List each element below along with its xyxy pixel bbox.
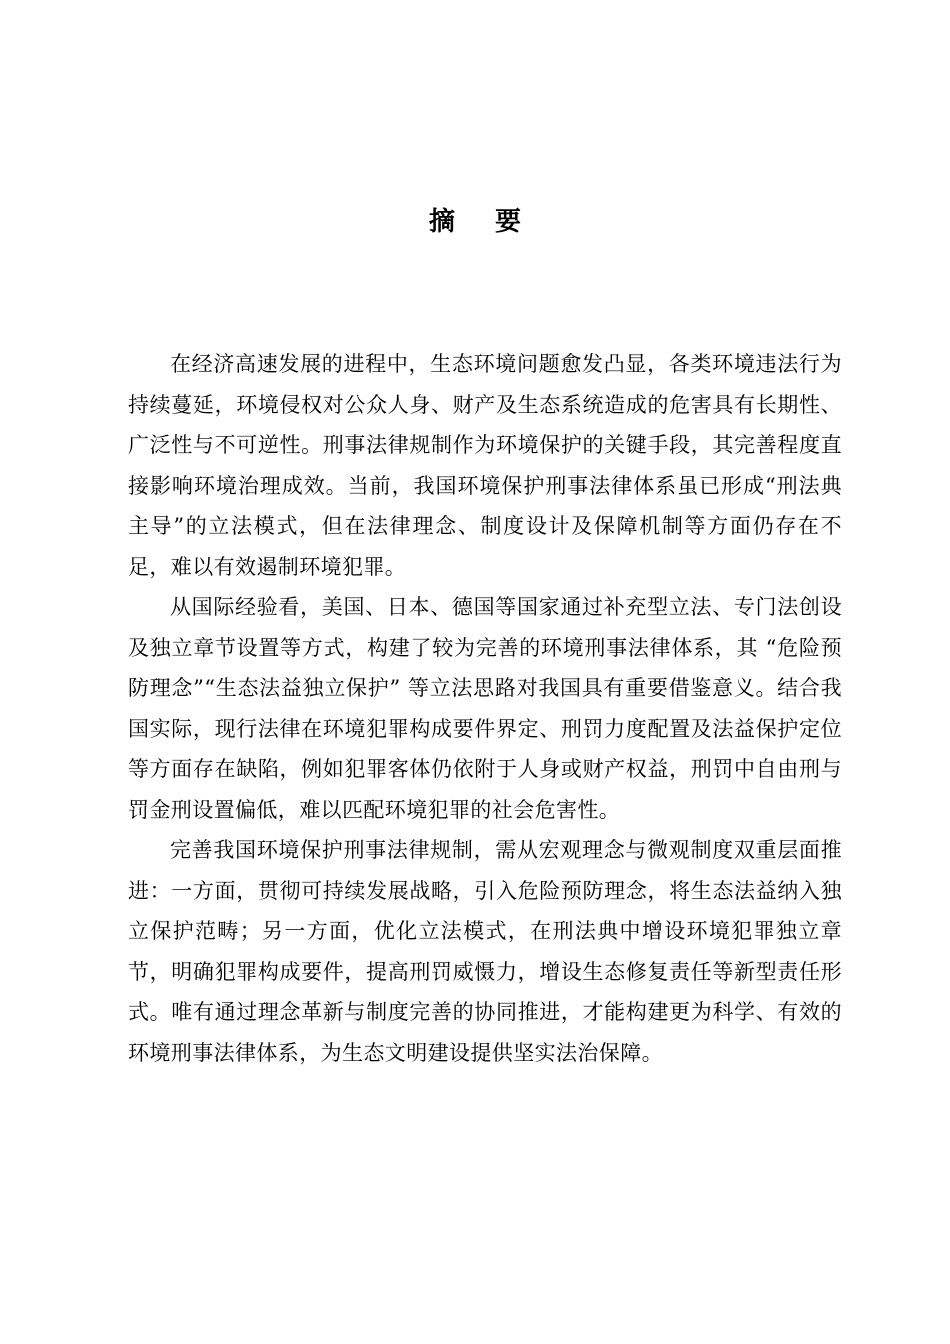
abstract-paragraph-3: 完善我国环境保护刑事法律规制，需从宏观理念与微观制度双重层面推进：一方面，贯彻可持续发展战略，引入危险预防理念，将生态法益纳入独立保护范畴；另一方面，优化立法模式，在刑法典中增设环境犯罪独立章节，明确犯罪构成要件，提高刑罚威慑力，增设生态修复责任等新型责任形式。唯有通过理念革新与制度完善的协同推进，才能构建更为科学、有效的环境刑事法律体系，为生态文明建设提供坚实法治保障。 [128,838,842,1065]
abstract-paragraph-2: 从国际经验看，美国、日本、德国等国家通过补充型立法、专门法创设及独立章节设置等方式，构建了较为完善的环境刑事法律体系，其 “危险预防理念”“生态法益独立保护” 等立法思路对我国具有重要借鉴意义。结合我国实际，现行法律在环境犯罪构成要件界定、刑罚力度配置及法益保护定位等方面存在缺陷，例如犯罪客体仍依附于人身或财产权益，刑罚中自由刑与罚金刑设置偏低，难以匹配环境犯罪的社会危害性。 [128,595,842,822]
abstract-body [128,344,842,1073]
abstract-title-part1: 摘 [428,207,455,237]
abstract-title [0,200,950,244]
abstract-title-part2: 要 [495,207,522,237]
abstract-paragraph-1: 在经济高速发展的进程中，生态环境问题愈发凸显，各类环境违法行为持续蔓延，环境侵权对公众人身、财产及生态系统造成的危害具有长期性、广泛性与不可逆性。刑事法律规制作为环境保护的关键手段，其完善程度直接影响环境治理成效。当前，我国环境保护刑事法律体系虽已形成“刑法典主导”的立法模式，但在法律理念、制度设计及保障机制等方面仍存在不足，难以有效遏制环境犯罪。 [128,352,842,579]
